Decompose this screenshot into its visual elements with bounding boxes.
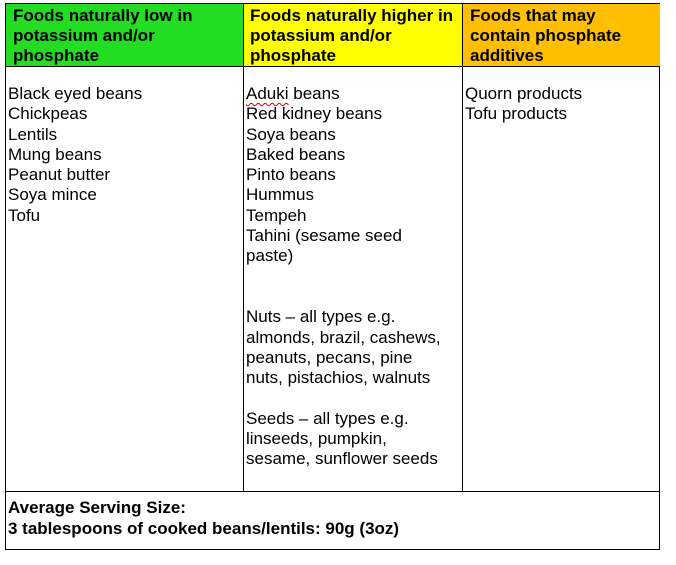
list-item: Tofu xyxy=(8,205,41,225)
header-higher-potassium: Foods naturally higher in potassium and/or phosphate xyxy=(243,4,462,66)
list-item: Soya beans xyxy=(246,124,336,144)
list-item: Aduki beans xyxy=(246,84,340,103)
list-item: Soya mince xyxy=(8,185,97,205)
list-item: Hummus xyxy=(246,185,315,205)
list-item: Tempeh xyxy=(246,205,307,225)
list-item: Mung beans xyxy=(8,144,102,164)
list-item: Quorn products xyxy=(465,84,583,103)
list-item: Lentils xyxy=(8,124,58,144)
spellcheck-word: Aduki xyxy=(246,84,289,103)
low-potassium-list xyxy=(8,84,233,226)
higher-potassium-list xyxy=(246,84,451,470)
list-item: Black eyed beans xyxy=(8,84,143,103)
serving-size-detail: 3 tablespoons of cooked beans/lentils: 90g (3oz) xyxy=(8,518,400,538)
list-item: Pinto beans xyxy=(246,165,336,185)
phosphate-additives-list xyxy=(465,84,650,125)
column-divider-1 xyxy=(243,4,244,492)
list-item-seeds: Seeds – all types e.g. linseeds, pumpkin, sesame, sunflower seeds xyxy=(246,408,438,469)
column-divider-2 xyxy=(462,4,463,492)
list-item: Tofu products xyxy=(465,104,568,124)
list-item-nuts: Nuts – all types e.g. almonds, brazil, cashews, peanuts, pecans, pine nuts, pistachios, walnuts xyxy=(246,307,441,388)
header-low-potassium: Foods naturally low in potassium and/or phosphate xyxy=(6,4,243,66)
serving-size-title: Average Serving Size: xyxy=(8,498,186,517)
list-item: Baked beans xyxy=(246,144,346,164)
footer-divider xyxy=(6,491,660,492)
list-item: Red kidney beans xyxy=(246,104,383,124)
serving-size-note xyxy=(8,498,399,539)
header-phosphate-additives: Foods that may contain phosphate additives xyxy=(462,4,660,66)
list-item-tahini: Tahini (sesame seed paste) xyxy=(246,226,402,266)
header-divider xyxy=(6,66,660,67)
list-item: Peanut butter xyxy=(8,165,111,185)
list-item: Chickpeas xyxy=(8,104,88,124)
